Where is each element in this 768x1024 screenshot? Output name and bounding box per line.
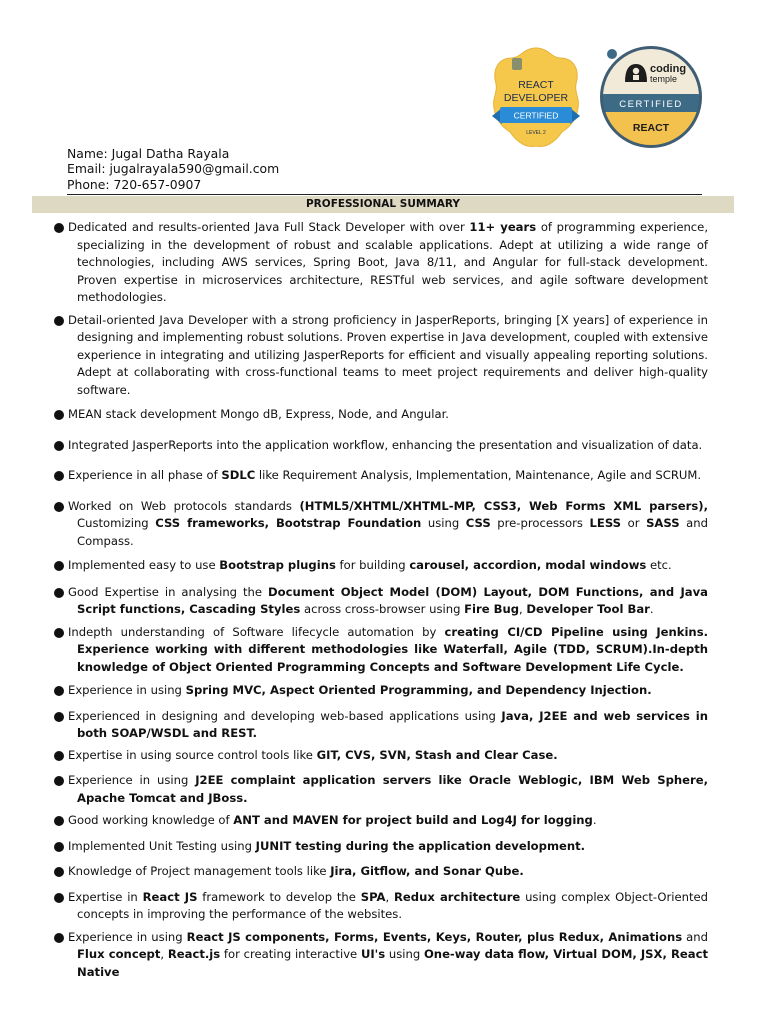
bullet-text: Implemented Unit Testing using bbox=[68, 838, 256, 853]
bullet-text-bold: React JS components, Forms, Events, Keys, Router, plus Redux, Animations bbox=[186, 929, 683, 944]
bullet-dot-icon bbox=[54, 712, 64, 722]
bullet-text: Expertise in using source control tools like bbox=[68, 747, 317, 762]
summary-bullet bbox=[54, 889, 708, 924]
summary-list bbox=[54, 219, 708, 981]
bullet-text: etc. bbox=[646, 558, 672, 572]
bullet-text-bold: Redux architecture bbox=[394, 889, 521, 904]
bullet-dot-icon bbox=[54, 893, 64, 903]
bullet-text: or bbox=[621, 516, 647, 530]
bullet-text-bold: Fire Bug bbox=[464, 602, 520, 616]
bullet-text-bold: ANT and MAVEN for project build and Log4J for logging bbox=[233, 813, 593, 827]
bullet-text: Good working knowledge of bbox=[68, 813, 234, 827]
bullet-text: Expertise in bbox=[68, 889, 143, 904]
react-developer-badge bbox=[490, 46, 582, 150]
bullet-dot-icon bbox=[54, 628, 64, 638]
bullet-text: framework to develop the bbox=[197, 889, 361, 904]
bullet-dot-icon bbox=[54, 686, 64, 696]
bullet-text: pre-processors bbox=[490, 516, 590, 530]
summary-bullet bbox=[54, 584, 708, 619]
bullet-text: for building bbox=[335, 558, 410, 572]
coding-temple-badge bbox=[598, 44, 704, 150]
bullet-text: Detail-oriented Java Developer with a strong proficiency in JasperReports, bringing [X years] of experience in designing and implementing robust solutions. Proven expertise in Java development, coupled with extensive experience in integrating and utilizing JasperReports for efficient and visually appealing reporting solutions. Adept at collaborating with cross-functional teams to meet project requirements and deliver high-quality software. bbox=[68, 312, 708, 397]
bullet-text: . bbox=[592, 813, 597, 827]
bullet-text: , bbox=[385, 889, 394, 904]
bullet-dot-icon bbox=[54, 933, 64, 943]
bullet-text-bold: UI's bbox=[360, 947, 386, 961]
bullet-text: , bbox=[160, 947, 168, 961]
bullet-dot-icon bbox=[54, 842, 64, 852]
bullet-text-bold: One-way data flow, Virtual DOM, JSX, React Native bbox=[77, 947, 708, 979]
bullet-text: , bbox=[519, 602, 527, 616]
summary-bullet bbox=[54, 624, 708, 677]
bullet-text: Implemented easy to use bbox=[68, 558, 220, 572]
bullet-text: MEAN stack development Mongo dB, Express, Node, and Angular. bbox=[68, 407, 449, 421]
bullet-text-bold: Java, J2EE and web services in both SOAP/WSDL and REST. bbox=[77, 708, 708, 740]
bullet-text: for creating interactive bbox=[220, 947, 361, 961]
contact-block bbox=[67, 146, 279, 192]
bullet-text: . bbox=[649, 602, 654, 616]
bullet-dot-icon bbox=[54, 816, 64, 826]
bullet-dot-icon bbox=[54, 588, 64, 598]
bullet-text: Experience in using bbox=[68, 683, 186, 697]
summary-bullet bbox=[54, 467, 708, 485]
bullet-text: Experience in using bbox=[68, 773, 196, 787]
contact-email: Email: jugalrayala590@gmail.com bbox=[67, 161, 280, 177]
summary-bullet bbox=[54, 557, 708, 575]
badge-ribbon-text: CERTIFIED bbox=[619, 99, 683, 110]
summary-bullet bbox=[54, 437, 708, 455]
bullet-dot-icon bbox=[54, 316, 64, 326]
bullet-text-bold: Document Object Model (DOM) Layout, DOM Functions, and Java Script functions, Cascading Styles bbox=[77, 584, 709, 616]
bullet-text: of programming experience, specializing in the development of robust and scalable applications. Adept at utilizing a wide range of technologies, including AWS services, Spring Boot, Java 8/11, and Angular for full-stack development. Proven expertise in microservices architecture, RESTful web services, and agile software development methodologies. bbox=[77, 220, 709, 304]
summary-bullet bbox=[54, 708, 708, 743]
bullet-text: Knowledge of Project management tools like bbox=[68, 864, 331, 878]
bullet-text: Experience in all phase of bbox=[68, 468, 222, 482]
bullet-text: and bbox=[682, 929, 708, 944]
bullet-text-bold: Developer Tool Bar bbox=[526, 602, 650, 616]
contact-name: Name: Jugal Datha Rayala bbox=[67, 146, 230, 161]
bullet-dot-icon bbox=[54, 410, 64, 420]
bullet-text-bold: LESS bbox=[589, 516, 622, 530]
contact-phone: Phone: 720-657-0907 bbox=[67, 176, 202, 192]
summary-bullet bbox=[54, 219, 708, 307]
bullet-dot-icon bbox=[54, 751, 64, 761]
summary-bullet bbox=[54, 406, 708, 424]
bullet-text-bold: J2EE complaint application servers like Oracle Weblogic, IBM Web Sphere, Apache Tomcat and JBoss. bbox=[77, 773, 708, 805]
bullet-text-bold: creating CI/CD Pipeline using Jenkins. Experience working with different methodologies like Waterfall, Agile (TDD, SCRUM).In-depth knowledge of Object Oriented Programming Concepts and Software Development Life Cycle. bbox=[77, 624, 708, 674]
summary-bullet bbox=[54, 747, 708, 765]
bullet-text-bold: SPA bbox=[360, 889, 386, 904]
bullet-text: Customizing bbox=[77, 516, 156, 530]
bullet-text-bold: GIT, CVS, SVN, Stash and Clear Case. bbox=[316, 747, 558, 762]
bullet-dot-icon bbox=[54, 561, 64, 571]
summary-bullet bbox=[54, 863, 708, 881]
bullet-text-bold: CSS bbox=[465, 516, 491, 530]
bullet-text-bold: Bootstrap plugins bbox=[219, 558, 336, 572]
bullet-text-bold: Jira, Gitflow, and Sonar Qube. bbox=[330, 864, 524, 878]
summary-bullet bbox=[54, 312, 708, 400]
bullet-text-bold: Spring MVC, Aspect Oriented Programming, and Dependency Injection. bbox=[185, 683, 652, 697]
badge-level: LEVEL 2 bbox=[526, 130, 546, 136]
summary-bullet bbox=[54, 498, 708, 551]
bullet-text-bold: React JS bbox=[142, 889, 198, 904]
badge-icon bbox=[512, 58, 522, 70]
bullet-text-bold: SASS bbox=[646, 516, 680, 530]
bullet-text-bold: JUNIT testing during the application development. bbox=[255, 838, 586, 853]
badge-brand-line1: coding bbox=[650, 63, 687, 75]
bullet-text: Good Expertise in analysing the bbox=[68, 584, 269, 599]
bullet-dot-icon bbox=[54, 776, 64, 786]
summary-bullet bbox=[54, 682, 708, 700]
bullet-text: using bbox=[385, 947, 424, 961]
bullet-text: Indepth understanding of Software lifecycle automation by bbox=[68, 624, 445, 639]
badge-brand-line2: temple bbox=[650, 74, 678, 84]
bullet-text: using bbox=[421, 516, 466, 530]
badge-title-1: REACT bbox=[518, 79, 554, 91]
bullet-dot-icon bbox=[54, 867, 64, 877]
bullet-text: Experience in using bbox=[68, 929, 187, 944]
summary-bullet bbox=[54, 929, 708, 982]
bullet-text: like Requirement Analysis, Implementation, Maintenance, Agile and SCRUM. bbox=[255, 468, 702, 482]
badge-subject: REACT bbox=[632, 122, 670, 134]
badge-corner-dot bbox=[607, 49, 617, 59]
bullet-dot-icon bbox=[54, 471, 64, 481]
bullet-text: using complex Object-Oriented concepts in improving the performance of the websites. bbox=[77, 889, 709, 921]
bullet-dot-icon bbox=[54, 441, 64, 451]
bullet-text-bold: Flux concept bbox=[77, 947, 161, 961]
summary-bullet bbox=[54, 772, 708, 807]
bullet-text-bold: (HTML5/XHTML/XHTML-MP, CSS3, Web Forms XML parsers), bbox=[299, 498, 708, 513]
bullet-text: and Compass. bbox=[77, 516, 708, 548]
badge-title-2: DEVELOPER bbox=[503, 92, 569, 104]
bullet-text: across cross-browser using bbox=[300, 602, 465, 616]
bullet-text-bold: CSS frameworks, Bootstrap Foundation bbox=[155, 516, 422, 530]
header-divider bbox=[67, 194, 702, 195]
bullet-text-bold: carousel, accordion, modal windows bbox=[409, 558, 647, 572]
bullet-text: Experienced in designing and developing web-based applications using bbox=[68, 708, 502, 723]
bullet-text: Dedicated and results-oriented Java Full Stack Developer with over bbox=[68, 220, 470, 234]
bullet-text-bold: 11+ years bbox=[469, 220, 537, 234]
summary-bullet bbox=[54, 838, 708, 856]
section-heading: PROFESSIONAL SUMMARY bbox=[32, 196, 734, 213]
bullet-dot-icon bbox=[54, 223, 64, 233]
bullet-text: Integrated JasperReports into the application workflow, enhancing the presentation and visualization of data. bbox=[68, 437, 703, 452]
bullet-text: Worked on Web protocols standards bbox=[68, 498, 300, 513]
bullet-text-bold: SDLC bbox=[221, 468, 256, 482]
badge-ribbon-text: CERTIFIED bbox=[513, 110, 559, 121]
bullet-dot-icon bbox=[54, 502, 64, 512]
summary-bullet bbox=[54, 812, 708, 830]
bullet-text-bold: React.js bbox=[167, 947, 221, 961]
